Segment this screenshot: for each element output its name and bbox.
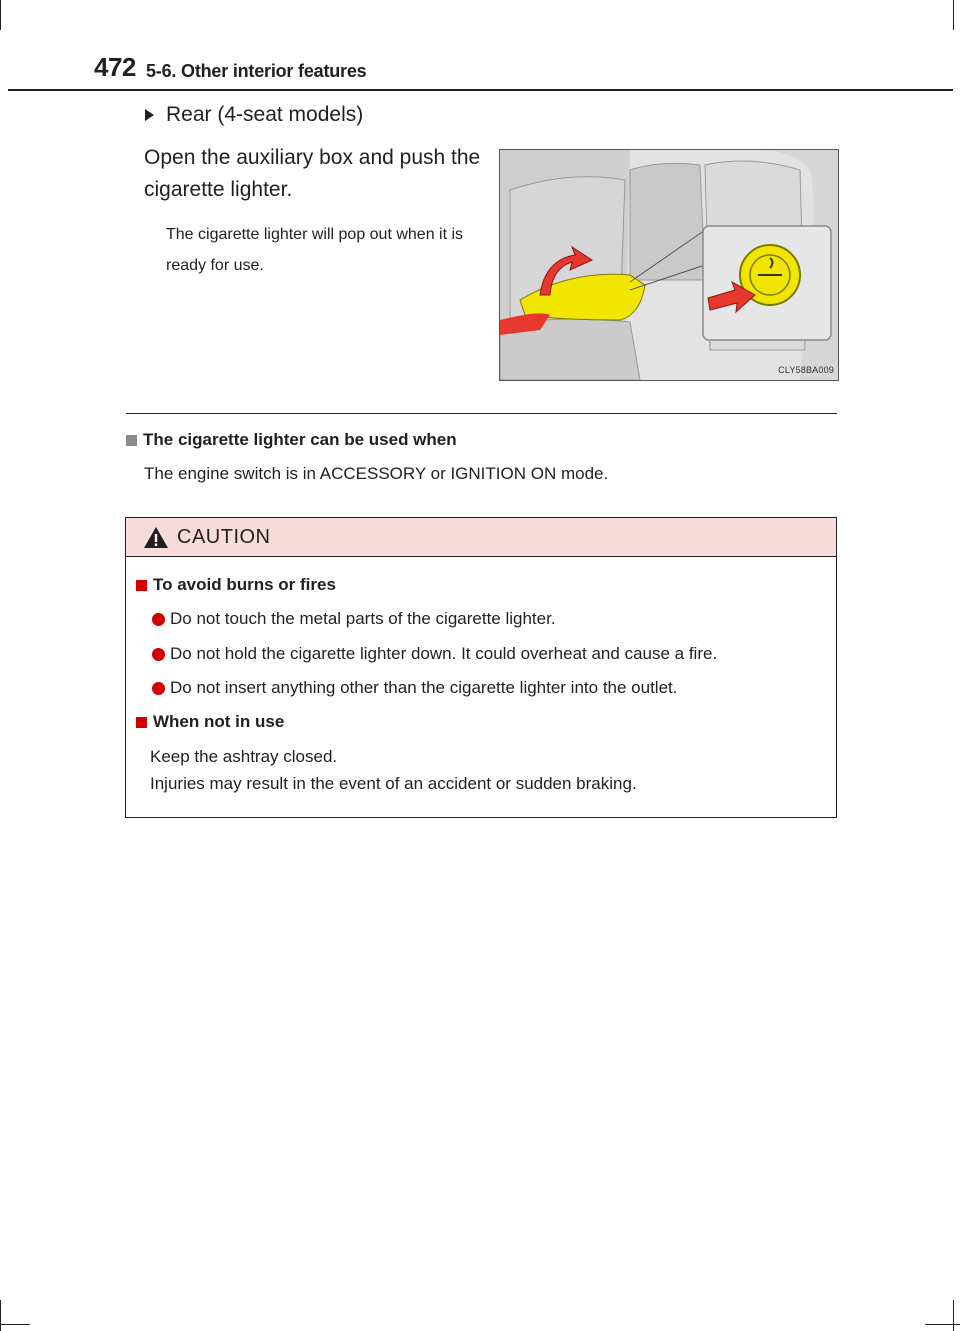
header-rule xyxy=(8,89,953,91)
caution-box xyxy=(125,517,837,818)
crop-mark xyxy=(953,0,954,30)
page-number: 472 xyxy=(94,52,136,82)
subheading xyxy=(145,103,363,127)
square-bullet-icon xyxy=(136,580,147,591)
warning-icon xyxy=(143,526,169,549)
crop-mark xyxy=(953,1300,954,1331)
caution-list-item xyxy=(152,609,556,629)
info-heading-text: The cigarette lighter can be used when xyxy=(143,430,457,449)
section-divider xyxy=(126,413,837,414)
caution-list-item xyxy=(152,678,678,698)
section-title: 5-6. Other interior features xyxy=(146,61,367,81)
caution-body xyxy=(150,743,637,797)
info-body: The engine switch is in ACCESSORY or IGNITION ON mode. xyxy=(144,464,609,483)
caution-subheading xyxy=(136,712,284,732)
crop-mark xyxy=(0,1324,30,1325)
info-heading xyxy=(126,430,457,450)
step-instruction: Open the auxiliary box and push the cigarette lighter. xyxy=(144,146,481,201)
caution-item-text: Do not hold the cigarette lighter down. It could overheat and cause a fire. xyxy=(170,644,718,663)
crop-mark xyxy=(0,1300,1,1331)
figure-code: CLY58BA009 xyxy=(778,365,834,375)
round-bullet-icon xyxy=(152,682,165,695)
step-note: The cigarette lighter will pop out when it is ready for use. xyxy=(166,226,464,274)
round-bullet-icon xyxy=(152,613,165,626)
caution-header xyxy=(126,518,836,557)
caution-subheading-text: To avoid burns or fires xyxy=(153,575,336,594)
crop-mark xyxy=(925,1324,960,1325)
caution-subheading-text: When not in use xyxy=(153,712,285,731)
illustration-graphic xyxy=(500,150,838,380)
caution-item-text: Do not insert anything other than the cigarette lighter into the outlet. xyxy=(170,678,678,697)
caution-body-line: Injuries may result in the event of an accident or sudden braking. xyxy=(150,774,637,793)
caution-title: CAUTION xyxy=(177,525,271,548)
caution-body-line: Keep the ashtray closed. xyxy=(150,747,338,766)
subheading-text: Rear (4-seat models) xyxy=(166,103,364,126)
caution-subheading xyxy=(136,575,336,595)
round-bullet-icon xyxy=(152,648,165,661)
square-bullet-icon xyxy=(136,717,147,728)
rear-seat-illustration xyxy=(499,149,839,381)
triangle-bullet-icon xyxy=(145,109,154,121)
caution-item-text: Do not touch the metal parts of the cigarette lighter. xyxy=(170,609,556,628)
crop-mark xyxy=(0,0,1,30)
square-bullet-icon xyxy=(126,435,137,446)
caution-list-item xyxy=(152,644,717,664)
